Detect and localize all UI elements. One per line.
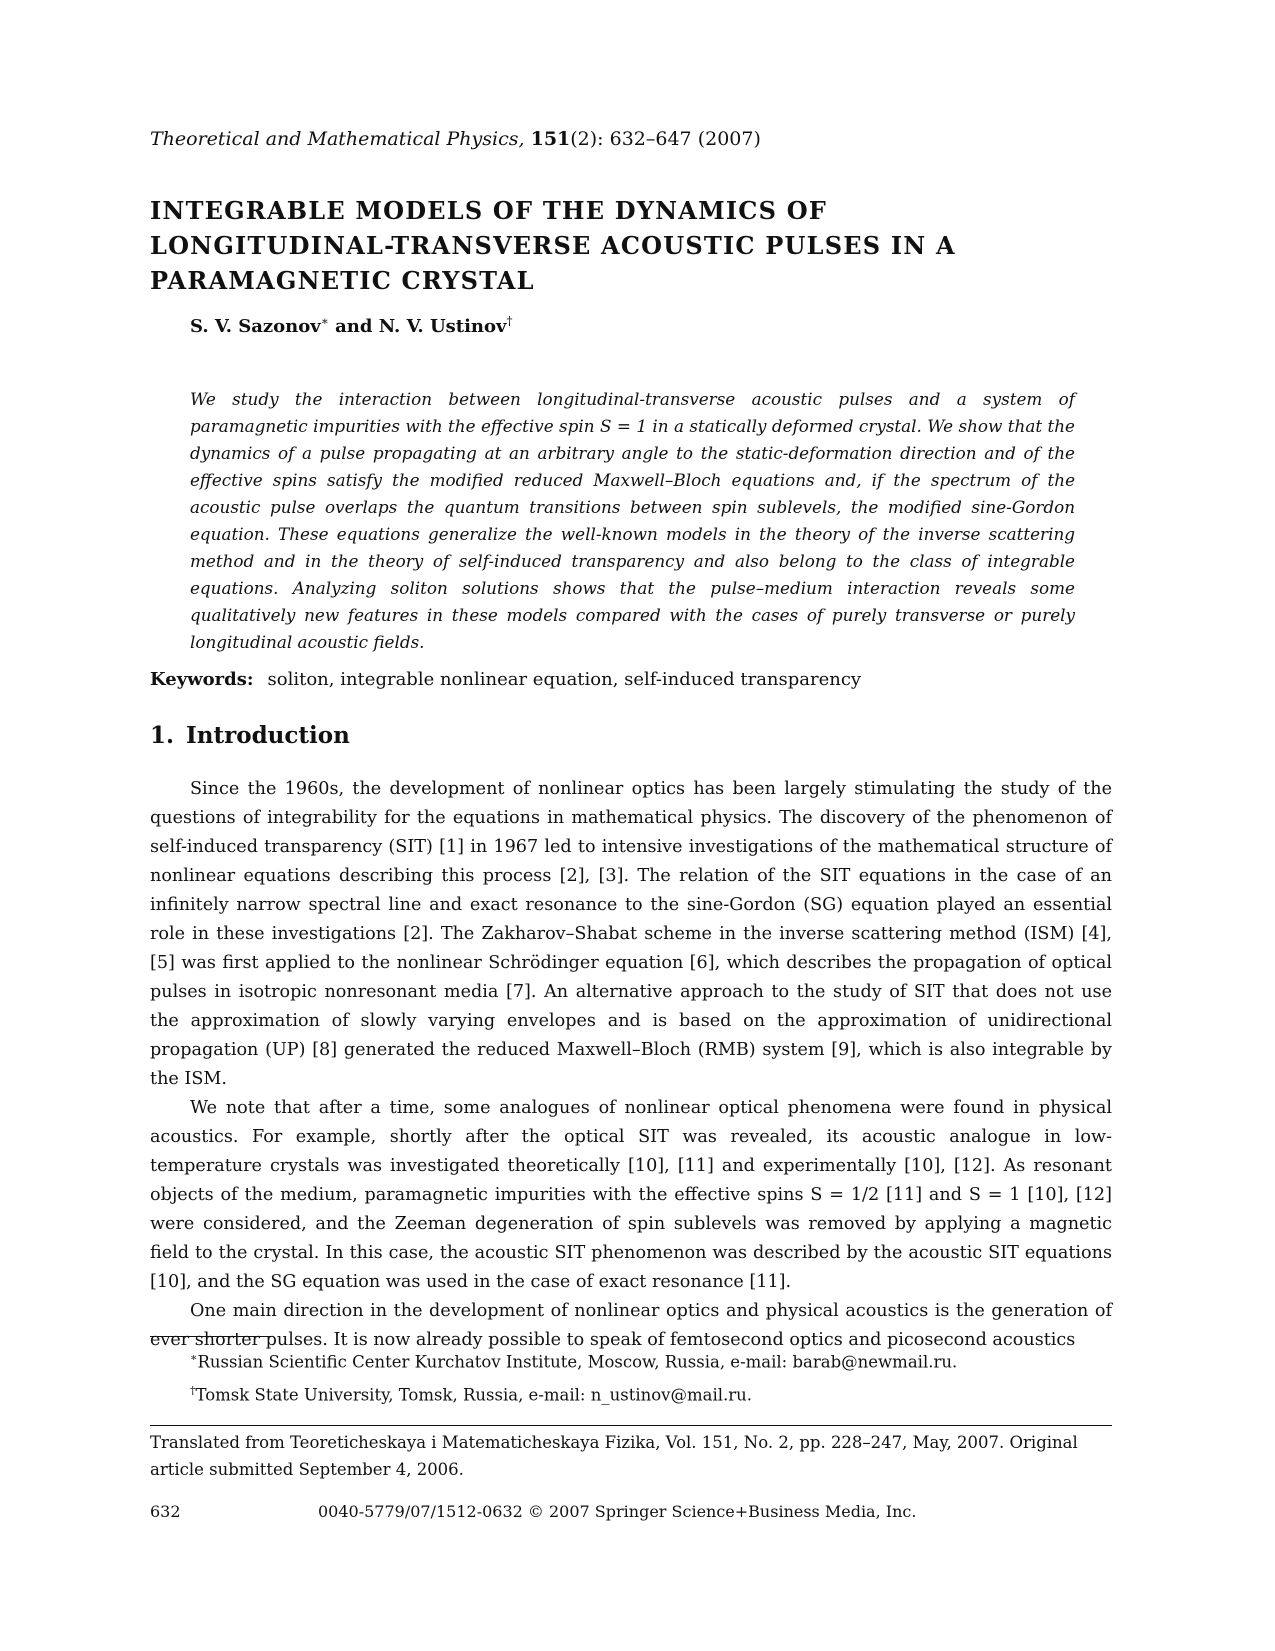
paper-title: [150, 193, 1130, 298]
translation-rule: [150, 1425, 1112, 1426]
journal-name: Theoretical and Mathematical Physics,: [150, 128, 525, 150]
abstract: We study the interaction between longitudinal-transverse acoustic pulses and a system of paramagnetic impurities with the effective spin S = 1 in a statically deformed crystal. We show that the dynamics of a pulse propagating at an arbitrary angle to the static-deformation direction and of the effective spins satisfy the modified reduced Maxwell–Bloch equations and, if the spectrum of the acoustic pulse overlaps the quantum transitions between spin sublevels, the modified sine-Gordon equation. These equations generalize the well-known models in the theory of the inverse scattering method and in the theory of self-induced transparency and also belong to the class of integrable equations. Analyzing soliton solutions shows that the pulse–medium interaction reveals some qualitatively new features in these models compared with the cases of purely transverse or purely longitudinal acoustic fields.: [190, 389, 1075, 652]
footnote-2-mark: †: [190, 1383, 196, 1397]
author-list: [190, 314, 512, 337]
footnote-2-text: Tomsk State University, Tomsk, Russia, e-mail: n_ustinov@mail.ru.: [195, 1385, 753, 1404]
keywords-label: Keywords:: [150, 669, 254, 690]
page-number: 632: [150, 1502, 181, 1521]
title-line-1: INTEGRABLE MODELS OF THE DYNAMICS OF: [150, 196, 828, 225]
journal-volume: 151: [530, 128, 571, 150]
translation-note: Translated from Teoreticheskaya i Matematicheskaya Fizika, Vol. 151, No. 2, pp. 228–247, May, 2007. Original article submitted September 4, 2006.: [150, 1433, 1078, 1479]
title-line-2: LONGITUDINAL-TRANSVERSE ACOUSTIC PULSES IN A: [150, 231, 956, 260]
footnote-2: [190, 1377, 1110, 1410]
body-paragraph-2: We note that after a time, some analogues of nonlinear optical phenomena were found in physical acoustics. For example, shortly after the optical SIT was revealed, its acoustic analogue in low-temperature crystals was investigated theoretically [10], [11] and experimentally [10], [12]. As resonant objects of the medium, paramagnetic impurities with the effective spins S = 1/2 [11] and S = 1 [10], [12] were considered, and the Zeeman degeneration of spin sublevels was removed by applying a magnetic field to the crystal. In this case, the acoustic SIT phenomenon was described by the acoustic SIT equations [10], and the SG equation was used in the case of exact resonance [11].: [150, 1098, 1112, 1292]
author-ustinov-mark: †: [506, 314, 513, 328]
footnote-rule: [150, 1336, 272, 1337]
title-line-3: PARAMAGNETIC CRYSTAL: [150, 266, 535, 295]
section-heading-introduction: [150, 722, 350, 749]
author-ustinov: N. V. Ustinov: [378, 316, 507, 337]
footnotes: [190, 1344, 1110, 1409]
footnote-1: [190, 1344, 1110, 1377]
author-conjunction: and: [335, 316, 373, 337]
author-sazonov: S. V. Sazonov: [190, 316, 321, 337]
keywords: [150, 669, 861, 690]
section-number: 1.: [150, 722, 175, 749]
body-paragraph-1: Since the 1960s, the development of nonlinear optics has been largely stimulating the study of the questions of integrability for the equations in mathematical physics. The discovery of the phenomenon of self-induced transparency (SIT) [1] in 1967 led to intensive investigations of the mathematical structure of nonlinear equations describing this process [2], [3]. The relation of the SIT equations in the case of an infinitely narrow spectral line and exact resonance to the sine-Gordon (SG) equation played an essential role in these investigations [2]. The Zakharov–Shabat scheme in the inverse scattering method (ISM) [4], [5] was first applied to the nonlinear Schrödinger equation [6], which describes the propagation of optical pulses in isotropic nonresonant media [7]. An alternative approach to the study of SIT that does not use the approximation of slowly varying envelopes and is based on the approximation of unidirectional propagation (UP) [8] generated the reduced Maxwell–Bloch (RMB) system [9], which is also integrable by the ISM.: [150, 779, 1112, 1089]
issn-copyright: 0040-5779/07/1512-0632 © 2007 Springer Science+Business Media, Inc.: [318, 1502, 917, 1521]
section-title: Introduction: [186, 722, 350, 749]
footnote-1-text: Russian Scientific Center Kurchatov Institute, Moscow, Russia, e-mail: barab@newmail.ru.: [197, 1352, 958, 1372]
keywords-text: soliton, integrable nonlinear equation, self-induced transparency: [267, 669, 862, 690]
author-sazonov-mark: ∗: [320, 314, 329, 328]
journal-header: [150, 128, 761, 150]
footnote-1-mark: ∗: [190, 1351, 198, 1364]
body-paragraph-3: One main direction in the development of nonlinear optics and physical acoustics is the generation of ever shorter pulses. It is now already possible to speak of femtosecond optics and picosecond acoustics: [150, 1301, 1112, 1350]
journal-issue-pages-year: (2): 632–647 (2007): [570, 128, 761, 150]
body-text: [150, 775, 1112, 1355]
